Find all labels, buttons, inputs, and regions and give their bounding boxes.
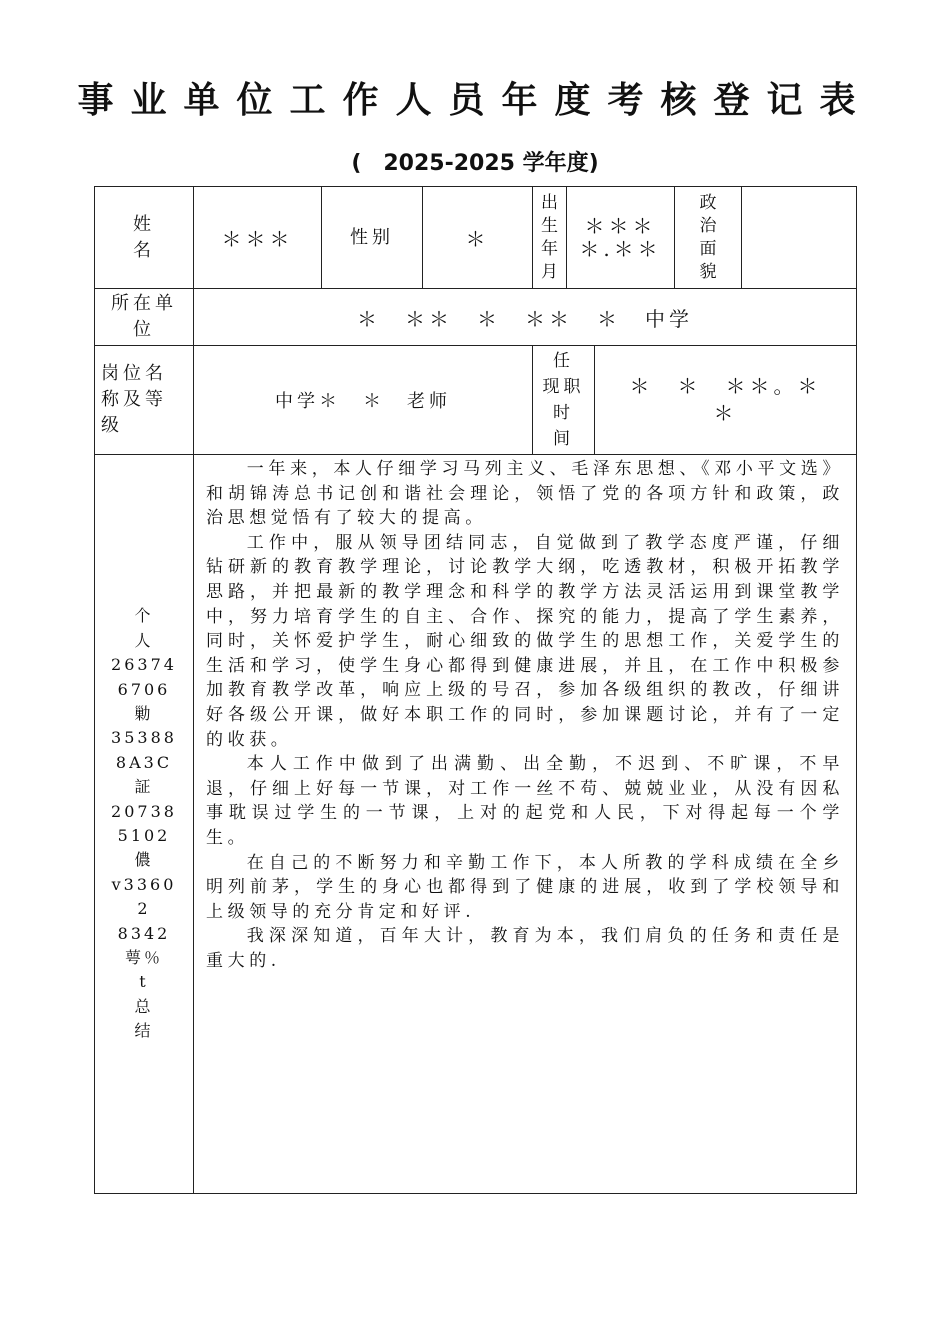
tenure-label: 任 现职 时 间 — [533, 346, 595, 455]
summary-paragraph: 工作中，服从领导团结同志，自觉做到了教学态度严谨，仔细钻研新的教育教学理论，讨论教学大纲，吃透教材，积极开拓教学思路，并把最新的教学理念和科学的教学方法灵活运用到课堂教学中，努力培育学生的自主、合作、探究的能力，提高了学生素养，同时，关怀爱护学生，耐心细致的做学生的思想工作，关爱学生的生活和学习，使学生身心都得到健康进展，并且，在工作中积极参加教育教学改革，响应上级的号召，参加各级组织的教改，仔细讲好各级公开课，做好本职工作的同时，参加课题讨论，并有了一定的收获。 — [206, 532, 845, 750]
position-value: 中学＊ ＊ 老师 — [194, 346, 533, 455]
summary-paragraph: 在自己的不断努力和辛勤工作下，本人所教的学科成绩在全乡明列前茅，学生的身心也都得到了健康的进展，收到了学校领导和上级领导的充分肯定和好评. — [206, 852, 845, 922]
summary-paragraph: 一年来，本人仔细学习马列主义、毛泽东思想、《邓小平文选》和胡锦涛总书记创和谐社会理论，领悟了党的各项方针和政策，政治思想觉悟有了较大的提高。 — [206, 459, 845, 529]
position-label: 岗位名称及等级 — [95, 346, 194, 455]
unit-value: ＊ ＊＊ ＊ ＊＊ ＊ 中学 — [194, 289, 857, 346]
personal-summary-text — [194, 455, 857, 1194]
appraisal-form-table — [94, 186, 857, 1194]
academic-year: ( 2025-2025 学年度) — [351, 151, 599, 176]
politics-label: 政 治 面 貌 — [675, 187, 742, 289]
birth-value: ＊＊＊＊.＊＊ — [567, 187, 675, 289]
summary-paragraph: 本人工作中做到了出满勤、出全勤，不迟到、不旷课，不早退，仔细上好每一节课，对工作一丝不苟、兢兢业业，从没有因私事耽误过学生的一节课，上对的起党和人民，下对得起每一个学生。 — [206, 754, 845, 848]
birth-label: 出 生 年 月 — [533, 187, 567, 289]
gender-value: ＊ — [423, 187, 533, 289]
summary-paragraph: 我深深知道，百年大计，教育为本，我们肩负的任务和责任是重大的. — [206, 926, 845, 971]
gender-label: 性别 — [322, 187, 423, 289]
name-value: ＊＊＊ — [194, 187, 322, 289]
politics-value — [742, 187, 857, 289]
document-title: 事业单位工作人员年度考核登记表 — [77, 80, 873, 121]
name-label: 姓 名 — [95, 187, 194, 289]
summary-label: 个 人 26374 6706 勦 35388 8A3C 証 20738 5102 儂 v3360 2 8342 萼％ t 总 结 — [95, 455, 194, 1194]
tenure-value: ＊ ＊ ＊＊。＊ ＊ — [595, 346, 857, 455]
unit-label: 所在单位 — [95, 289, 194, 346]
